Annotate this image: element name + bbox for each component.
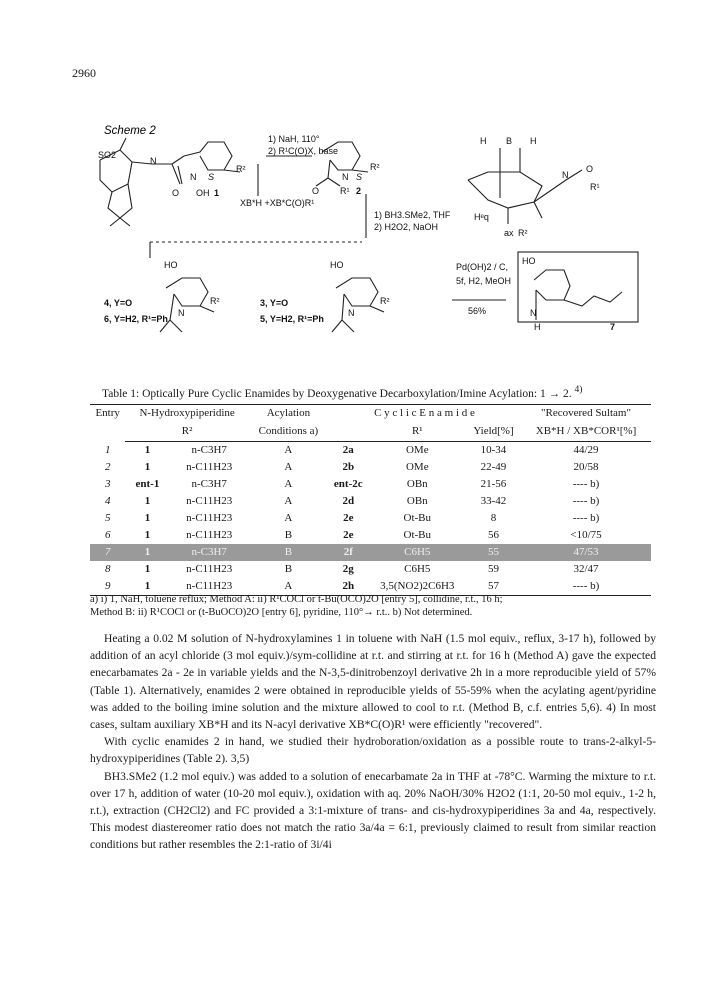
cell-hp: ent-1 — [135, 478, 160, 490]
n-label-ts: N — [562, 170, 569, 180]
reaction-scheme — [90, 120, 650, 380]
n-label-1: N — [150, 156, 157, 166]
b-label-ts: B — [506, 136, 513, 146]
step1-text: 1) NaH, 110° — [268, 134, 320, 144]
cell-yield: 8 — [490, 512, 497, 524]
cell-cond: A — [249, 578, 328, 596]
body-text — [90, 630, 656, 854]
compound-2-label: 2 — [356, 186, 362, 196]
footnote-line-1: a) i) 1, NaH, toluene reflux; Method A: ii) R¹COCl or t-Bu(OCO)2O [entry 5], collidine, r.t., 16 h; — [90, 594, 503, 605]
paragraph-3: BH3.SMe2 (1.2 mol equiv.) was added to a solution of enecarbamate 2a in THF at -78°C. Warming the mixture to r.t. over 17 h, addition of water (10-20 mol equiv.), oxidation with aq. 20% NaOH/30% H2O2 (1:1, 20-50 mol equiv., 1-2 h, r.t.), extraction (CH2Cl2) and FC provided a 3:1-mixture of trans- and cis-hydroxypiperidines 3a and 4a, respectively. This modest diastereomer ratio does not match the ratio 3a/4a = 6:1, previously claimed to result from similar reaction conditions but rather resembles the 2:1-ratio of 3i/4i — [90, 769, 656, 852]
table-row-highlighted — [90, 544, 651, 561]
cell-rs: ---- b) — [572, 478, 600, 490]
table-row — [90, 476, 651, 493]
so2-label: SO2 — [98, 150, 117, 160]
step3-text: 1) BH3.SMe2, THF — [374, 210, 451, 220]
n-label-1b: N — [190, 172, 197, 182]
cell-cond: B — [249, 544, 328, 561]
cell-r2: n-C11H23 — [186, 495, 233, 507]
o-label-ts: O — [586, 164, 594, 174]
cell-hp: 1 — [144, 444, 151, 456]
cell-hp: 1 — [144, 512, 151, 524]
th-entry: Entry — [90, 405, 125, 442]
cell-r2: n-C11H23 — [186, 512, 233, 524]
cell-yield: 22-49 — [480, 461, 507, 473]
hydrog1-text: Pd(OH)2 / C, — [456, 262, 509, 272]
cell-r1: C6H5 — [369, 544, 466, 561]
n-label-2: N — [342, 172, 349, 182]
cell-rs: 47/53 — [521, 544, 651, 561]
h-label-ts2: H — [530, 136, 537, 146]
h-label-7: H — [534, 322, 541, 332]
cell-en: ent-2c — [333, 478, 363, 490]
table-row — [90, 510, 651, 527]
cell-entry: 7 — [90, 544, 125, 561]
cell-yield: 21-56 — [480, 478, 507, 490]
footnote-line-2: Method B: ii) R¹COCl or (t-BuOCO)2O [entry 6], pyridine, 110°→ r.t.. b) Not determined. — [90, 607, 473, 618]
cell-cond: A — [284, 478, 293, 490]
cell-r2: n-C11H23 — [186, 563, 233, 575]
cell-en: 2h — [328, 578, 369, 596]
cell-rs: 20/58 — [573, 461, 599, 473]
cell-entry: 4 — [104, 495, 111, 507]
r2-label-3: R² — [380, 296, 390, 306]
r2-label-1: R² — [236, 164, 246, 174]
s-label-1: S — [208, 172, 215, 182]
cell-rs: <10/75 — [570, 529, 602, 541]
th-rs-sub: XB*H / XB*COR¹[%] — [521, 423, 651, 441]
ax-label: ax — [504, 228, 514, 238]
byproduct-text: XB*H +XB*C(O)R¹ — [240, 198, 315, 208]
r1-label-ts: R¹ — [590, 182, 600, 192]
cell-entry: 6 — [104, 529, 111, 541]
table-row — [90, 527, 651, 544]
cell-cond: A — [284, 444, 293, 456]
cell-entry: 2 — [104, 461, 111, 473]
th-ce-r1: R¹ — [369, 423, 466, 441]
cell-en: 2e — [343, 529, 354, 541]
page-number: 2960 — [72, 66, 96, 80]
cell-entry: 5 — [104, 512, 111, 524]
th-acyl-sub: Conditions a) — [249, 423, 328, 441]
th-acyl: Acylation — [249, 405, 328, 423]
table-caption — [102, 384, 662, 400]
table-footnote — [90, 593, 655, 619]
cell-r1: Ot-Bu — [403, 529, 432, 541]
paragraph-1: Heating a 0.02 M solution of N-hydroxylamines 1 in toluene with NaH (1.5 mol equiv., reflux, 3-17 h), followed by addition of an acyl chloride (3 mol equiv.)/sym-collidine at r.t. and stirring at r.t. for 16 h (Method A) gave the expected enecarbamates 2a - 2e in variable yields and the N-3,5-dinitrobenzoyl derivative 2h in a more reproducible yield of 57% (Table 1). Alternatively, enamides 2 were obtained in reproducible yields of 55-59% when the acylating agent/pyridine was added to the boiling imine solution and the mixture allowed to cool to r.t. (Method B, c.f. entries 5,6). 4) In most cases, sultam auxiliary XB*H and its N-acyl derivative XB*C(O)R¹ were efficiently "recovered". — [90, 632, 656, 732]
cell-en: 2e — [343, 512, 354, 524]
cell-entry: 8 — [104, 563, 111, 575]
n-label-4: N — [178, 308, 185, 318]
cell-hp: 1 — [144, 529, 151, 541]
table-row — [90, 441, 651, 459]
cell-r2: n-C11H23 — [186, 461, 233, 473]
cell-rs: 32/47 — [573, 563, 599, 575]
cell-entry: 9 — [90, 578, 125, 596]
cell-en: 2f — [328, 544, 369, 561]
r2-label-ts: R² — [518, 228, 528, 238]
cell-cond: A — [284, 495, 293, 507]
r2-label-4: R² — [210, 296, 220, 306]
oh-label-1: OH — [196, 188, 210, 198]
h-label-ts: H — [480, 136, 487, 146]
yield-text: 56% — [468, 306, 487, 316]
cell-r1: Ot-Bu — [403, 512, 432, 524]
o-label-2: O — [312, 186, 320, 196]
heq-label: Hᵉq — [474, 212, 489, 222]
ho-label-7: HO — [522, 256, 536, 266]
step4-text: 2) H2O2, NaOH — [374, 222, 439, 232]
n-label-7: N — [530, 308, 537, 318]
table-row — [90, 459, 651, 476]
cell-hp: 1 — [144, 563, 151, 575]
cell-en: 2d — [342, 495, 355, 507]
s-label-2: S — [356, 172, 363, 182]
compound-3-label: 3, Y=O — [260, 298, 289, 308]
cell-r2: n-C3H7 — [191, 478, 227, 490]
table-caption-ref: 4) — [574, 384, 583, 395]
cell-r1: OMe — [405, 444, 429, 456]
cell-entry: 3 — [104, 478, 111, 490]
scheme-label: Scheme 2 — [104, 125, 156, 137]
cell-r1: C6H5 — [404, 563, 431, 575]
r2-label-2: R² — [370, 162, 380, 172]
cell-yield: 59 — [487, 563, 499, 575]
th-rs: "Recovered Sultam" — [521, 405, 651, 423]
cell-r2: n-C3H7 — [170, 544, 249, 561]
cell-r2: n-C3H7 — [191, 444, 227, 456]
cell-hp: 1 — [125, 578, 169, 596]
cell-hp: 1 — [144, 461, 151, 473]
cell-cond: A — [284, 512, 293, 524]
cell-hp: 1 — [144, 495, 151, 507]
cell-yield: 10-34 — [480, 444, 507, 456]
cell-yield: 55 — [466, 544, 521, 561]
compound-6-label: 6, Y=H2, R¹=Ph — [104, 314, 168, 324]
compound-5-label: 5, Y=H2, R¹=Ph — [260, 314, 324, 324]
cell-r1: OBn — [406, 478, 428, 490]
cell-r2: n-C11H23 — [170, 578, 249, 596]
ho-label-3: HO — [330, 260, 344, 270]
cell-r2: n-C11H23 — [186, 529, 233, 541]
r1-label-2: R¹ — [340, 186, 350, 196]
cell-yield: 56 — [487, 529, 499, 541]
cell-r1: OMe — [405, 461, 429, 473]
th-ce-yield: Yield[%] — [466, 423, 521, 441]
cell-rs: ---- b) — [572, 495, 600, 507]
th-hp: N-Hydroxypiperidine — [125, 405, 248, 423]
cell-en: 2b — [342, 461, 355, 473]
th-hp-sub: R² — [125, 423, 248, 441]
cell-cond: A — [284, 461, 293, 473]
cell-en: 2g — [342, 563, 354, 575]
cell-yield: 57 — [466, 578, 521, 596]
step2-text: 2) R¹C(O)X, base — [268, 146, 339, 156]
table-row — [90, 561, 651, 578]
cell-r1: OBn — [406, 495, 428, 507]
compound-7-label: 7 — [610, 322, 616, 332]
n-label-3: N — [348, 308, 355, 318]
table-caption-text: Table 1: Optically Pure Cyclic Enamides by Deoxygenative Decarboxylation/Imine Acylation: 1 → 2. — [102, 387, 572, 400]
cell-rs: ---- b) — [521, 578, 651, 596]
compound-1-label: 1 — [214, 188, 220, 198]
cell-en: 2a — [342, 444, 354, 456]
compound-4-label: 4, Y=O — [104, 298, 133, 308]
cell-hp: 1 — [125, 544, 169, 561]
cell-entry: 1 — [104, 443, 111, 456]
th-ce: C y c l i c E n a m i d e — [328, 405, 521, 423]
paragraph-2: With cyclic enamides 2 in hand, we studied their hydroboration/oxidation as a possible route to trans-2-alkyl-5-hydroxypiperidines (Table 2). 3,5) — [90, 735, 656, 766]
o-label-1: O — [172, 188, 180, 198]
cell-cond: B — [284, 529, 293, 541]
cell-yield: 33-42 — [480, 495, 507, 507]
cell-rs: 44/29 — [573, 444, 599, 456]
cell-cond: B — [284, 563, 293, 575]
hydrog2-text: 5f, H2, MeOH — [456, 276, 512, 286]
cell-rs: ---- b) — [572, 512, 600, 524]
cell-r1: 3,5(NO2)2C6H3 — [369, 578, 466, 596]
results-table — [90, 404, 651, 596]
ho-label-4: HO — [164, 260, 178, 270]
table-row — [90, 493, 651, 510]
